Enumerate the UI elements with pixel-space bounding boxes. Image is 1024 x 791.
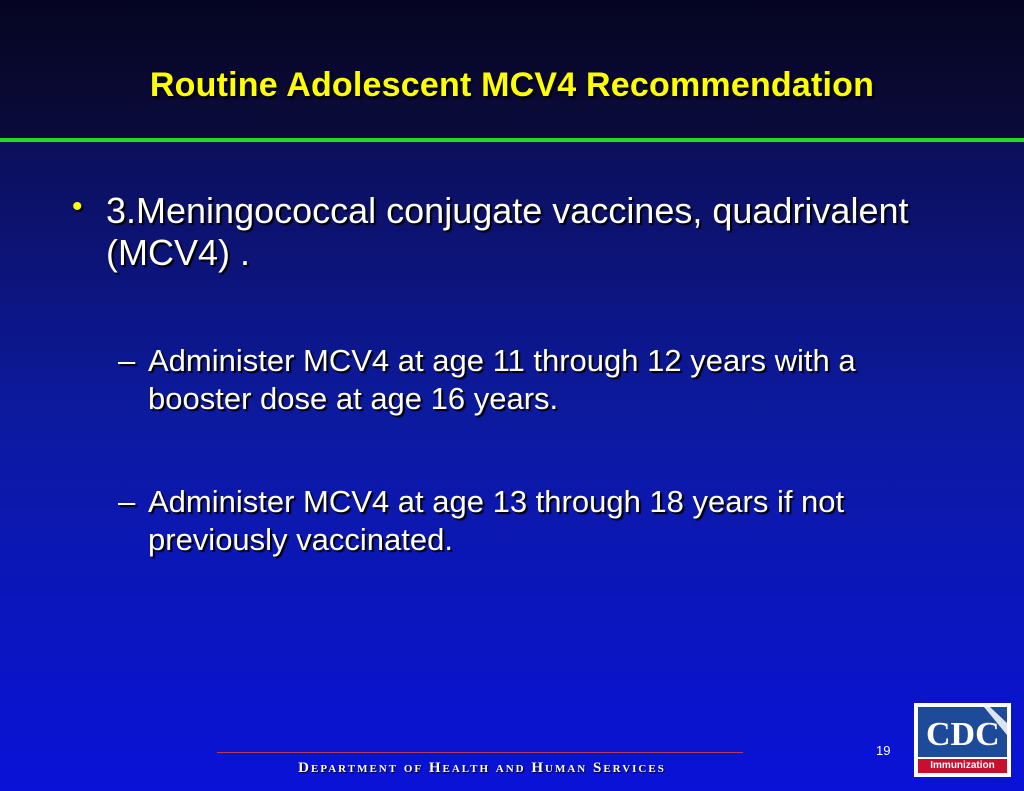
bullet-icon: • xyxy=(72,190,83,223)
sub-bullet-text: Administer MCV4 at age 11 through 12 years with a booster dose at age 16 years. xyxy=(148,343,856,416)
main-bullet-text: 3.Meningococcal conjugate vaccines, quadrivalent (MCV4) . xyxy=(106,190,909,273)
dash-icon: – xyxy=(118,484,136,519)
footer-department: Department of Health and Human Services xyxy=(298,760,666,776)
sub-bullet-text: Administer MCV4 at age 13 through 18 years if not previously vaccinated. xyxy=(148,484,845,557)
sub-bullet xyxy=(118,342,938,418)
slide-title: Routine Adolescent MCV4 Recommendation xyxy=(149,66,875,104)
cdc-logo-icon xyxy=(918,707,1007,757)
footer-divider xyxy=(217,752,743,753)
cdc-logo xyxy=(914,703,1011,777)
page-number: 19 xyxy=(876,743,891,758)
sub-bullet xyxy=(118,483,938,559)
dash-icon: – xyxy=(118,343,136,378)
cdc-logo-mark xyxy=(918,707,1007,757)
cdc-letters: CDC xyxy=(926,716,1000,753)
cdc-logo-subtitle: Immunization xyxy=(918,759,1007,773)
